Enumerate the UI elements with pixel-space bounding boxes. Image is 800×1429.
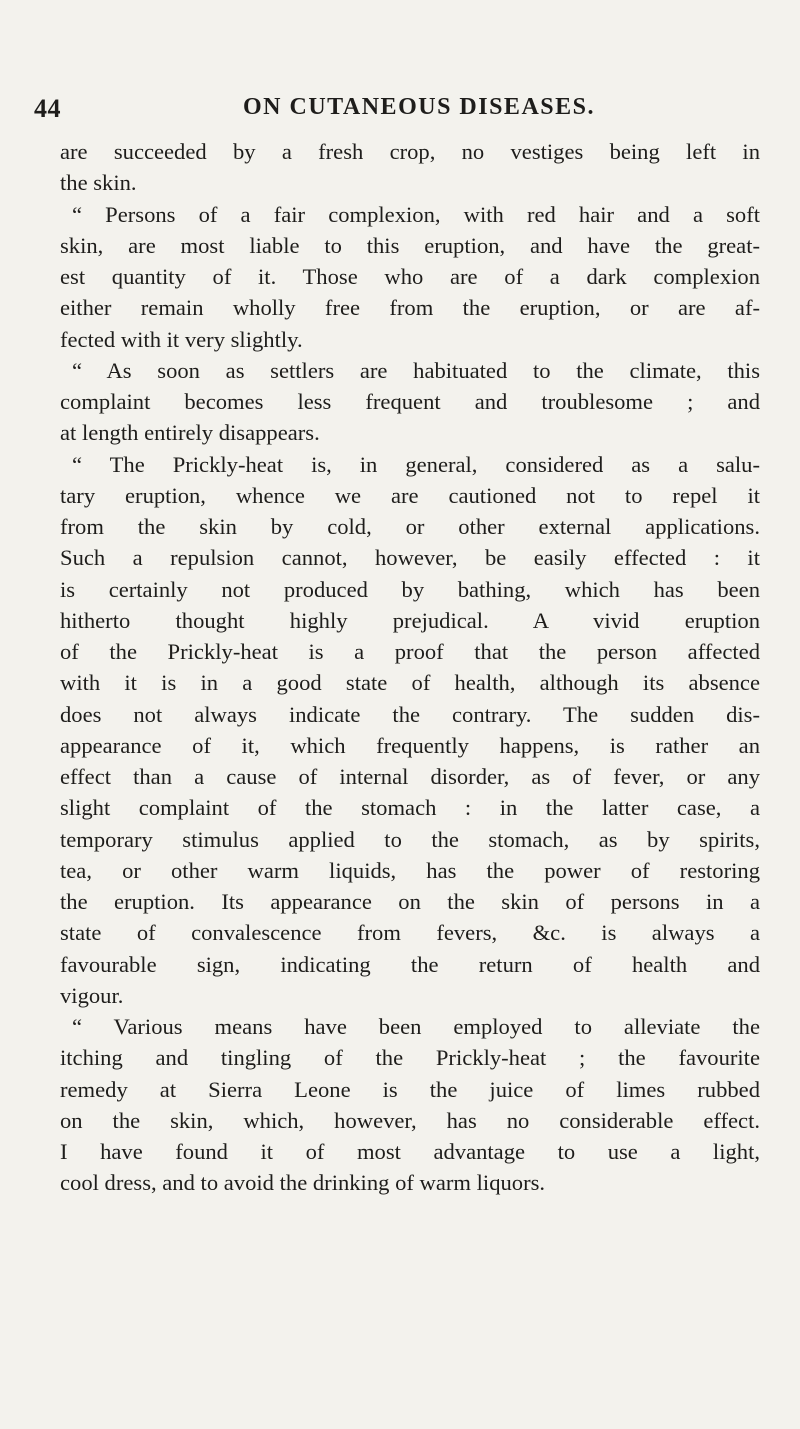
text-line: at length entirely disappears. [60, 420, 320, 446]
text-line: state of convalescence from fevers, &c. is always a [60, 920, 760, 946]
text-line: on the skin, which, however, has no considerable effect. [60, 1107, 760, 1133]
text-line: I have found it of most advantage to use a light, [60, 1139, 760, 1164]
text-line: are succeeded by a fresh crop, no vestiges being left in [60, 139, 760, 164]
text-line: either remain wholly free from the eruption, or are af- [60, 295, 760, 321]
text-line: slight complaint of the stomach : in the latter case, a [60, 795, 760, 821]
text-line: effect than a cause of internal disorder, as of fever, or any [60, 764, 760, 789]
running-title: ON CUTANEOUS DISEASES. [243, 94, 595, 120]
text-line: tea, or other warm liquids, has the power of restoring [60, 857, 760, 883]
text-line: “ As soon as settlers are habituated to the climate, this [72, 357, 760, 383]
text-line: the eruption. Its appearance on the skin of persons in a [60, 889, 760, 914]
text-line: skin, are most liable to this eruption, and have the great- [60, 232, 760, 258]
body-text [60, 136, 760, 1199]
text-line: remedy at Sierra Leone is the juice of limes rubbed [60, 1076, 760, 1102]
text-line: with it is in a good state of health, although its absence [60, 670, 760, 696]
text-line: Such a repulsion cannot, however, be easily effected : it [60, 545, 760, 571]
text-line: does not always indicate the contrary. The sudden dis- [60, 701, 760, 727]
text-line: favourable sign, indicating the return of health and [60, 951, 760, 977]
text-line: temporary stimulus applied to the stomach, as by spirits, [60, 826, 760, 852]
text-line: fected with it very slightly. [60, 326, 303, 352]
text-line: “ Persons of a fair complexion, with red hair and a soft [72, 201, 760, 227]
text-line: is certainly not produced by bathing, which has been [60, 576, 760, 602]
page-number: 44 [34, 94, 61, 123]
text-line: vigour. [60, 982, 124, 1008]
text-line: from the skin by cold, or other external applications. [60, 514, 760, 539]
text-line: of the Prickly-heat is a proof that the person affected [60, 639, 760, 664]
text-line: tary eruption, whence we are cautioned not to repel it [60, 482, 760, 508]
text-line: hitherto thought highly prejudical. A vivid eruption [60, 607, 760, 633]
text-line: “ The Prickly-heat is, in general, considered as a salu- [72, 451, 760, 477]
text-line: “ Various means have been employed to alleviate the [72, 1014, 760, 1039]
text-line: complaint becomes less frequent and troublesome ; and [60, 389, 760, 414]
text-line: the skin. [60, 170, 137, 196]
text-line: appearance of it, which frequently happens, is rather an [60, 732, 760, 758]
text-line: est quantity of it. Those who are of a dark complexion [60, 264, 760, 289]
running-head [34, 94, 774, 128]
text-line: itching and tingling of the Prickly-heat ; the favourite [60, 1045, 760, 1071]
text-line: cool dress, and to avoid the drinking of warm liquors. [60, 1170, 546, 1196]
